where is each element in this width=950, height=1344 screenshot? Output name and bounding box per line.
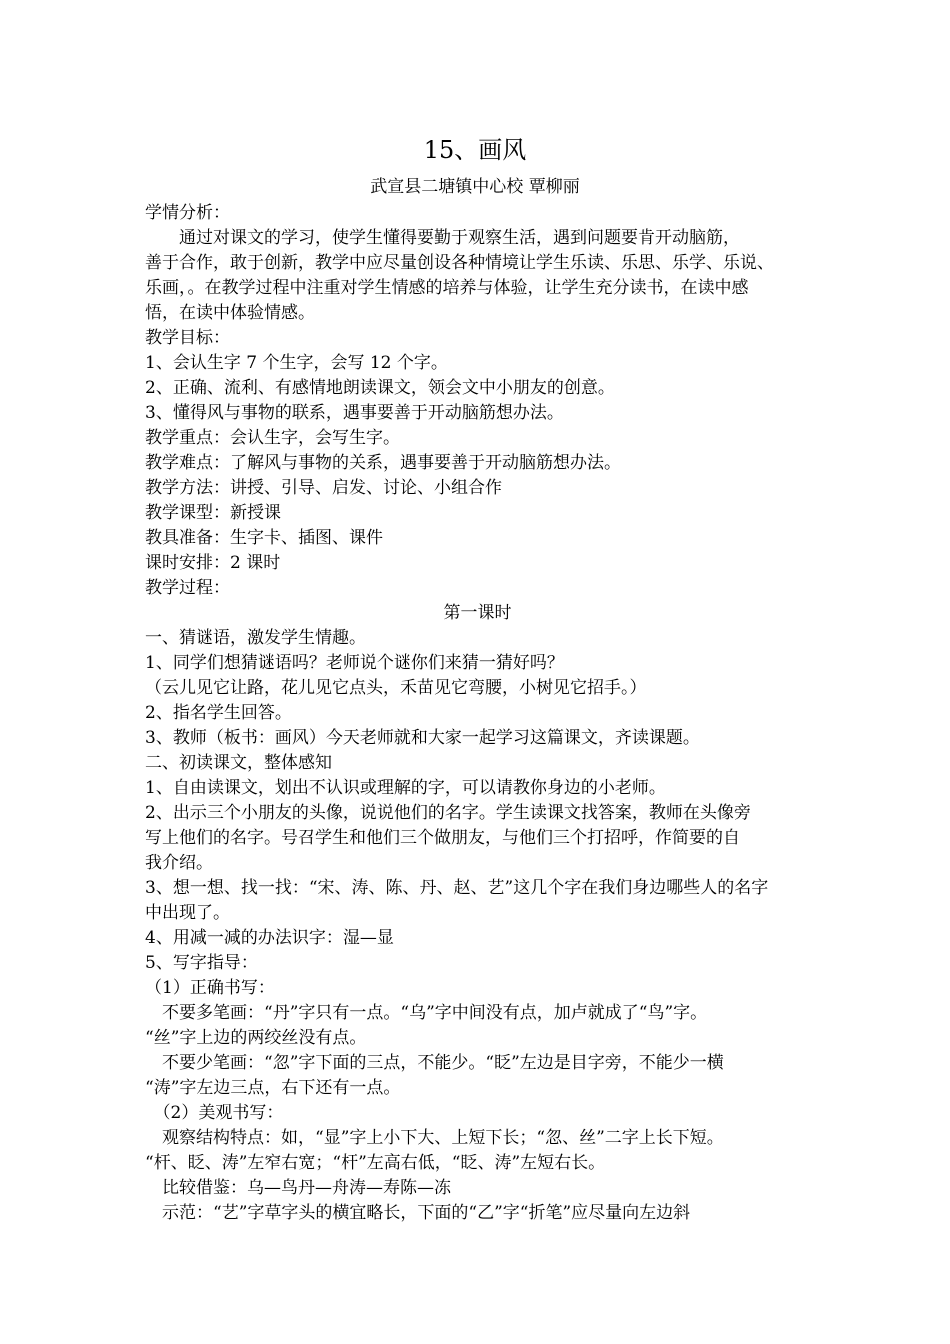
text-line: 5、写字指导： <box>145 953 258 973</box>
text-line: 教学过程： <box>145 578 230 598</box>
text-line: 不要少笔画：“忽”字下面的三点，不能少。“眨”左边是目字旁，不能少一横 <box>145 1053 724 1073</box>
text-line: （1）正确书写： <box>145 978 275 998</box>
text-line: 教学课型：新授课 <box>145 503 281 523</box>
text-line: “涛”字左边三点，右下还有一点。 <box>145 1078 401 1098</box>
text-line: 1、自由读课文，划出不认识或理解的字，可以请教你身边的小老师。 <box>145 778 666 798</box>
text-line: 2、出示三个小朋友的头像，说说他们的名字。学生读课文找答案，教师在头像旁 <box>145 803 751 823</box>
text-line: 比较借鉴：乌—鸟丹—舟涛—寿陈—冻 <box>145 1178 451 1198</box>
text-line: 教学重点：会认生字，会写生字。 <box>145 428 400 448</box>
text-line: 3、想一想、找一找：“宋、涛、陈、丹、赵、艺”这几个字在我们身边哪些人的名字 <box>145 878 769 898</box>
text-line: 一、猜谜语，激发学生情趣。 <box>145 628 366 648</box>
text-line: （云儿见它让路，花儿见它点头，禾苗见它弯腰，小树见它招手。） <box>145 678 647 698</box>
text-line: 1、同学们想猜谜语吗？老师说个谜你们来猜一猜好吗？ <box>145 653 564 673</box>
text-line: 2、指名学生回答。 <box>145 703 292 723</box>
text-line: 示范：“艺”字草字头的横宜略长，下面的“乙”字“折笔”应尽量向左边斜 <box>145 1203 691 1223</box>
text-line: 第一课时 <box>443 603 512 623</box>
text-line: 学情分析： <box>145 203 230 223</box>
text-line: （2）美观书写： <box>145 1103 284 1123</box>
text-line: 中出现了。 <box>145 903 230 923</box>
text-line: 乐画，。在教学过程中注重对学生情感的培养与体验，让学生充分读书，在读中感 <box>145 278 749 298</box>
text-line: 4、用减一减的办法识字：湿—显 <box>145 928 394 948</box>
text-line: 教具准备：生字卡、插图、课件 <box>145 528 383 548</box>
author-line: 武宣县二塘镇中心校 覃柳丽 <box>370 177 580 197</box>
text-line: 悟，在读中体验情感。 <box>145 303 315 323</box>
text-line: 教学难点：了解风与事物的关系，遇事要善于开动脑筋想办法。 <box>145 453 621 473</box>
text-line: 不要多笔画：“丹”字只有一点。“乌”字中间没有点，加卢就成了“鸟”字。 <box>145 1003 708 1023</box>
text-line: 观察结构特点：如，“显”字上小下大、上短下长；“忽、丝”二字上长下短。 <box>145 1128 724 1148</box>
text-line: 3、懂得风与事物的联系，遇事要善于开动脑筋想办法。 <box>145 403 564 423</box>
text-line: 我介绍。 <box>145 853 213 873</box>
text-line: 善于合作，敢于创新，教学中应尽量创设各种情境让学生乐读、乐思、乐学、乐说、 <box>145 253 774 273</box>
text-line: 教学目标： <box>145 328 230 348</box>
document-title: 15、画风 <box>423 136 527 164</box>
text-line: 教学方法：讲授、引导、启发、讨论、小组合作 <box>145 478 502 498</box>
text-line: 1、会认生字 7 个生字，会写 12 个字。 <box>145 353 448 373</box>
text-line: 3、教师（板书：画风）今天老师就和大家一起学习这篇课文，齐读课题。 <box>145 728 700 748</box>
text-line: “杆、眨、涛”左窄右宽；“杆”左高右低，“眨、涛”左短右长。 <box>145 1153 606 1173</box>
text-line: 通过对课文的学习，使学生懂得要勤于观察生活，遇到问题要肯开动脑筋， <box>145 228 740 248</box>
text-line: 课时安排：2 课时 <box>145 553 281 573</box>
text-line: 2、正确、流利、有感情地朗读课文，领会文中小朋友的创意。 <box>145 378 615 398</box>
document-body <box>145 201 810 1226</box>
text-line: 二、初读课文，整体感知 <box>145 753 332 773</box>
text-line: “丝”字上边的两绞丝没有点。 <box>145 1028 367 1048</box>
text-line: 写上他们的名字。号召学生和他们三个做朋友，与他们三个打招呼，作简要的自 <box>145 828 740 848</box>
